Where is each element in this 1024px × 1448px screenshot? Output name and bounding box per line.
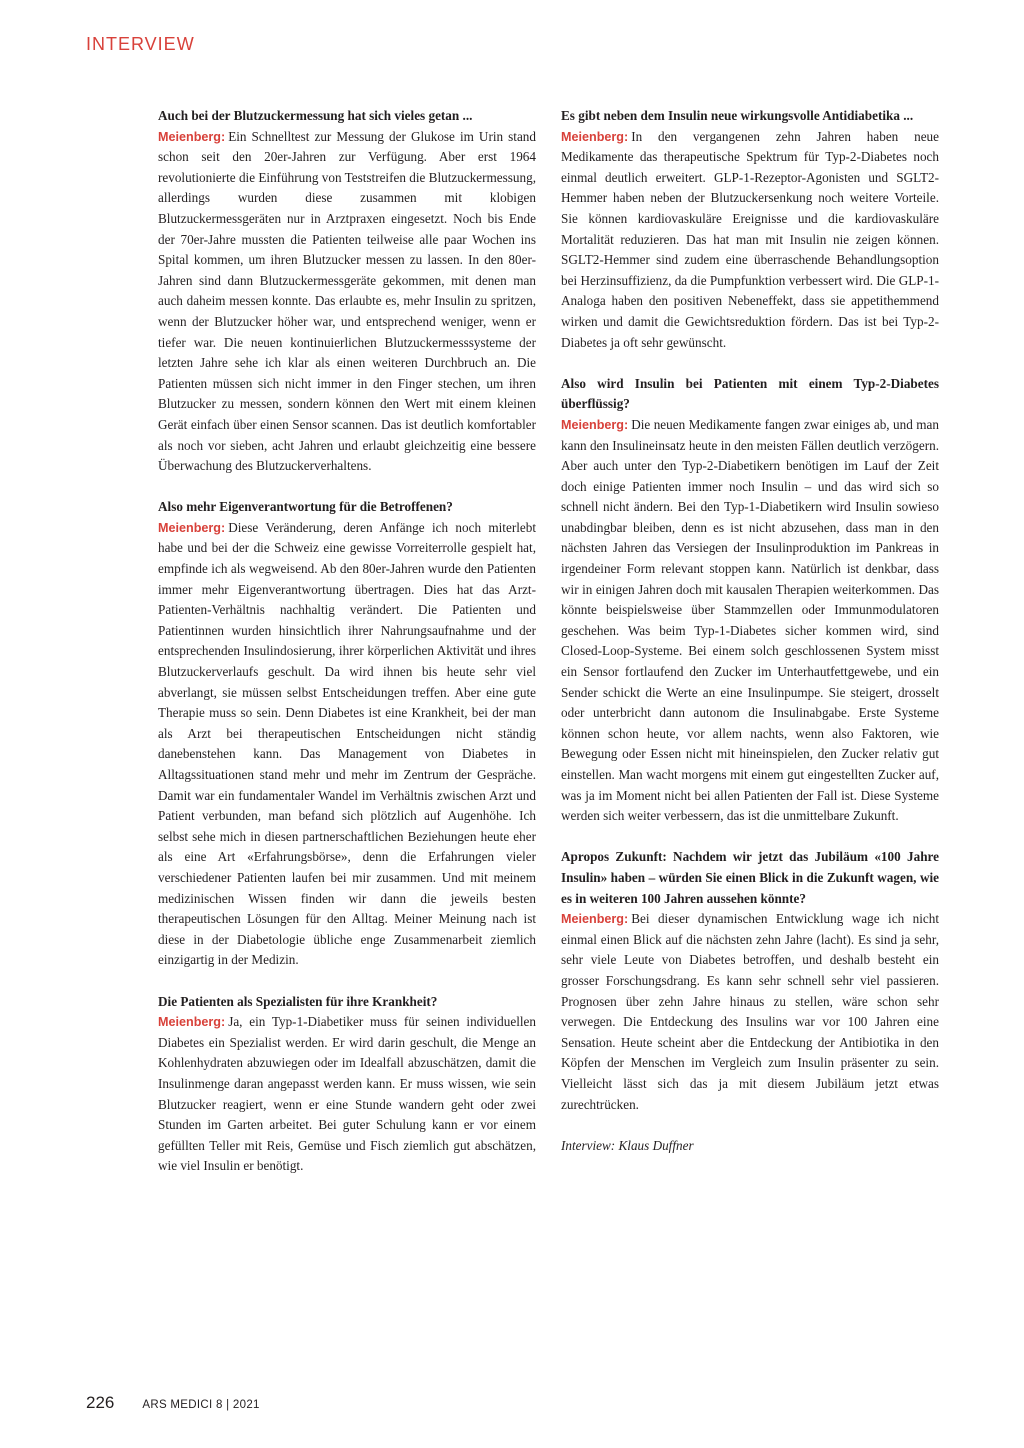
section-tag: INTERVIEW bbox=[86, 34, 195, 54]
question: Apropos Zukunft: Nachdem wir jetzt das Jubiläum «100 Jahre Insulin» haben – würden Sie einen Blick in die Zukunft wagen, wie es in weiteren 100 Jahren aussehen könnte? bbox=[561, 849, 939, 906]
question: Auch bei der Blutzuckermessung hat sich vieles getan ... bbox=[158, 108, 473, 123]
page-number: 226 bbox=[86, 1393, 115, 1412]
answer bbox=[158, 518, 536, 971]
question: Also wird Insulin bei Patienten mit einem Typ-2-Diabetes überflüssig? bbox=[561, 375, 939, 412]
answer bbox=[158, 1012, 536, 1177]
answer-text: In den vergangenen zehn Jahren haben neue Medikamente das therapeutische Spektrum für Typ-2-Diabetes noch einmal deutlich erweitert. GLP-1-Rezeptor-Agonisten und SGLT2-Hemmer haben neben der Blutzuckersenkung noch weitere Vorteile. Sie können kardiovaskuläre Ereignisse und die kardiovaskuläre Mortalität reduzieren. Das hat man mit Insulin nie zeigen können. SGLT2-Hemmer sind zudem eine überraschende Behandlungsoption bei Herzinsuffizienz, da die Pumpfunktion verbessert wird. Die GLP-1-Analoga haben den positiven Nebeneffekt, dass sie appetithemmend wirken und damit die Gewichtsreduktion fördern. Das ist bei Typ-2-Diabetes ja oft sehr gewünscht. bbox=[561, 128, 939, 350]
qa-block bbox=[561, 106, 939, 353]
qa-block bbox=[158, 992, 536, 1177]
qa-block bbox=[561, 847, 939, 1115]
answer-text: Die neuen Medikamente fangen zwar einiges ab, und man kann den Insulineinsatz heute in den meisten Fällen deutlich verzögern. Aber auch unter den Typ-2-Diabetikern benötigen im Lauf der Zeit doch einige Patienten immer noch Insulin – und das wird sich so schnell nicht ändern. Bei den Typ-1-Diabetikern wird Insulin sowieso unabdingbar bleiben, denn es ist nicht abzusehen, dass man in den nächsten Jahren das Versiegen der Insulinproduktion im Pankreas in irgendeiner Form relevant stoppen kann. Natürlich ist denkbar, dass wir in einigen Jahren doch mit kausalen Therapien weiterkommen. Das könnte beispielsweise über Stammzellen oder Immunmodulatoren geschehen. Was beim Typ-1-Diabetes sicher kommen wird, sind Closed-Loop-Systeme. Bei einem solch geschlossenen System misst ein Sensor fortlaufend den Zucker im Unterhautfettgewebe, und ein Sender schickt die Werte an eine Insulinpumpe. Sie steigert, drosselt oder unterbricht dann autonom die Insulinabgabe. Erste Systeme können schon heute, vor allem nachts, wenn also Faktoren, wie Bewegung oder Essen nicht mit hineinspielen, den Zucker relativ gut einstellen. Man wacht morgens mit einem gut eingestellten Zucker auf, was ja im Moment nicht bei allen Patienten der Fall ist. Diese Systeme werden sich weiter verbessern, das ist die unmittelbare Zukunft. bbox=[561, 416, 939, 824]
qa-block bbox=[158, 106, 536, 477]
answer bbox=[561, 127, 939, 354]
issue-label: ARS MEDICI 8 | 2021 bbox=[142, 1399, 260, 1411]
speaker-label: Meienberg: bbox=[158, 520, 226, 535]
answer-text: Bei dieser dynamischen Entwicklung wage ich nicht einmal einen Blick auf die nächsten zehn Jahre (lacht). Es sind ja sehr, sehr viele Leute von Diabetes betroffen, und deshalb besteht ein grosser Forschungsdrang. Es kann sehr schnell sehr viel passieren. Prognosen über zehn Jahre hinaus zu stellen, wäre schon sehr verwegen. Die Entdeckung des Insulins war vor 100 Jahren eine Sensation. Heute scheint aber die Entdeckung der Antibiotika in den Köpfen der Menschen im Vergleich zum Insulin präsenter zu sein. Vielleicht lässt sich das ja mit diesem Jubiläum jetzt etwas zurechtrücken. bbox=[561, 911, 939, 1112]
qa-block bbox=[561, 374, 939, 827]
speaker-label: Meienberg: bbox=[158, 1015, 226, 1030]
page-footer bbox=[86, 1393, 260, 1413]
left-column bbox=[158, 106, 536, 1197]
speaker-label: Meienberg: bbox=[561, 129, 629, 144]
answer-text: Diese Veränderung, deren Anfänge ich noch miterlebt habe und bei der die Schweiz eine gewisse Vorreiterrolle gespielt hat, empfinde ich als wegweisend. Ab den 80er-Jahren wurde den Patienten immer mehr Eigenverantwortung übertragen. Dies hat das Arzt-Patienten-Verhältnis nachhaltig verändert. Die Patienten und Patientinnen wurden hinsichtlich ihrer Nahrungsaufnahme und der entsprechenden Insulindosierung, ihrer körperlichen Aktivität und ihres Blutzuckerverlaufs geschult. Da wird ihnen bis heute sehr viel abverlangt, sie müssen selbst Entscheidungen treffen. Aber eine gute Therapie muss so sein. Denn Diabetes ist eine Krankheit, bei der man als Arzt bei therapeutischen Entscheidungen nicht ständig danebenstehen kann. Das Management von Diabetes in Alltagssituationen stand mehr und mehr im Zentrum der Gespräche. Damit war ein fundamentaler Wandel im Verhältnis zwischen Arzt und Patient verbunden, man befand sich plötzlich auf Augenhöhe. Ich selbst sehe mich in diesen partnerschaftlichen Beziehungen heute eher als eine Art «Erfahrungsbörse», denn die Erfahrungen vieler verschiedener Patienten laufen bei mir zusammen. Und mit meinem medizinischen Wissen finden wir dann die jeweils besten therapeutischen Lösungen für den Alltag. Meiner Meinung nach ist diese in der Diabetologie übliche enge Zusammenarbeit ziemlich einzigartig in der Medizin. bbox=[158, 519, 536, 968]
answer-text: Ja, ein Typ-1-Diabetiker muss für seinen individuellen Diabetes ein Spezialist werden. Er wird darin geschult, die Menge an Kohlenhydraten abzuwiegen oder im Idealfall abzuschätzen, damit die Insulinmenge daran angepasst werden kann. Er muss wissen, wie sein Blutzucker reagiert, wenn er eine Stunde wandern geht oder zwei Stunden im Garten arbeitet. Bei guter Schulung kann er vor einem gefüllten Teller mit Reis, Gemüse und Fisch ziemlich gut abschätzen, wie viel Insulin er benötigt. bbox=[158, 1014, 536, 1174]
question: Es gibt neben dem Insulin neue wirkungsvolle Antidiabetika ... bbox=[561, 108, 914, 123]
speaker-label: Meienberg: bbox=[561, 912, 629, 927]
question: Also mehr Eigenverantwortung für die Betroffenen? bbox=[158, 499, 453, 515]
interview-credit: Interview: Klaus Duffner bbox=[561, 1137, 694, 1153]
speaker-label: Meienberg: bbox=[158, 129, 226, 144]
speaker-label: Meienberg: bbox=[561, 417, 629, 432]
qa-block bbox=[158, 497, 536, 971]
answer bbox=[561, 909, 939, 1115]
answer bbox=[158, 127, 536, 477]
question: Die Patienten als Spezialisten für ihre Krankheit? bbox=[158, 993, 438, 1009]
answer bbox=[561, 415, 939, 827]
answer-text: Ein Schnelltest zur Messung der Glukose im Urin stand schon seit den 20er-Jahren zur Verfügung. Aber erst 1964 revolutionierte die Einführung von Teststreifen die Blutzuckermessung, allerdings wurden diese zusammen mit klobigen Blutzuckermessgeräten nur in Arztpraxen eingesetzt. Noch bis Ende der 70er-Jahre mussten die Patienten teilweise alle paar Wochen ins Spital kommen, um ihren Blutzucker messen zu lassen. In den 80er-Jahren sind dann Blutzuckermessgeräte gekommen, mit denen man auch daheim messen konnte. Das erlaubte es, mehr Insulin zu spritzen, wenn der Blutzucker höher war, und entsprechend weniger, wenn er tiefer war. Die neuen kontinuierlichen Blutzuckermesssysteme der letzten Jahre sehe ich klar als einen weiteren Durchbruch an. Die Patienten müssen sich nicht immer in den Finger stechen, um ihren Blutzucker zu messen, sondern können den Wert mit einem kleinen Gerät einfach über einen Sensor scannen. Das ist deutlich komfortabler als noch vor sieben, acht Jahren und erlaubt gleichzeitig eine bessere Überwachung des Blutzuckerverhaltens. bbox=[158, 128, 536, 474]
right-column bbox=[561, 106, 939, 1156]
